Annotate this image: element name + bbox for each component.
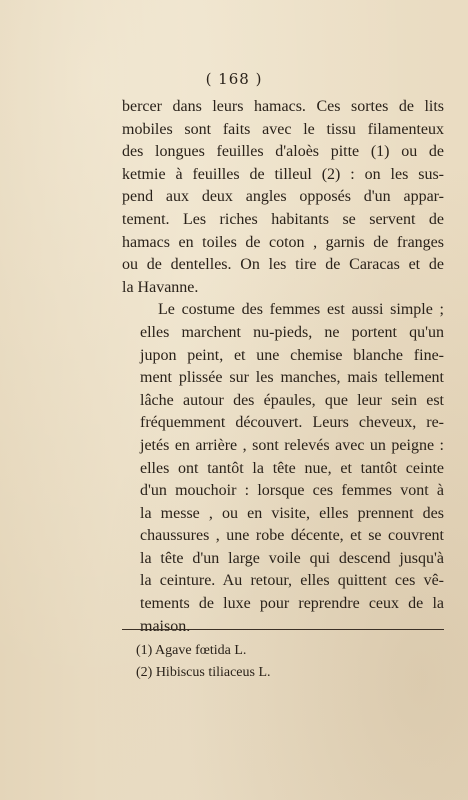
text-line: Le costume des femmes est aussi simple ; — [158, 301, 444, 319]
footnotes — [136, 640, 436, 684]
text-line: tements de luxe pour reprendre ceux de la — [140, 595, 444, 613]
text-line: chaussures , une robe décente, et se couvrent — [140, 527, 444, 545]
text-line: la Havanne. — [122, 278, 199, 296]
page-number: ( 168 ) — [205, 70, 263, 88]
text-line: elles ont tantôt la tête nue, et tantôt ceinte — [140, 459, 444, 477]
text-line: des longues feuilles d'aloès pitte (1) ou de — [122, 143, 444, 161]
text-line: pend aux deux angles opposés d'un appar- — [122, 188, 444, 206]
footnote-1: (1) Agave fœtida L. — [136, 643, 247, 658]
footnote-2: (2) Hibiscus tiliaceus L. — [136, 665, 271, 680]
text-line: hamacs en toiles de coton , garnis de franges — [122, 233, 444, 251]
paragraph-1 — [122, 96, 444, 299]
text-line: lâche autour des épaules, que leur sein est — [140, 391, 444, 409]
text-line: mobiles sont faits avec le tissu filamenteux — [122, 120, 444, 138]
text-line: ment plissée sur les manches, mais tellement — [140, 369, 444, 387]
text-line: la messe , ou en visite, elles prennent des — [140, 504, 444, 522]
text-line: la ceinture. Au retour, elles quittent ces vê- — [140, 572, 444, 590]
text-line: elles marchent nu-pieds, ne portent qu'un — [140, 323, 444, 341]
text-line: bercer dans leurs hamacs. Ces sortes de lits — [122, 98, 444, 115]
text-line: ou de dentelles. On les tire de Caracas et de — [122, 256, 444, 274]
footnote-divider — [122, 629, 444, 630]
text-line: tement. Les riches habitants se servent de — [122, 210, 444, 228]
text-line: maison. — [140, 617, 191, 635]
text-line: fréquemment découvert. Leurs cheveux, re- — [140, 414, 444, 432]
text-line: jetés en arrière , sont relevés avec un peigne : — [140, 436, 444, 454]
text-line: jupon peint, et une chemise blanche fine- — [140, 346, 444, 364]
text-line: ketmie à feuilles de tilleul (2) : on les sus- — [122, 165, 444, 183]
body-text — [122, 96, 444, 638]
text-line: d'un mouchoir : lorsque ces femmes vont à — [140, 482, 444, 500]
paragraph-2 — [122, 299, 444, 638]
text-line: la tête d'un large voile qui descend jusqu'à — [140, 549, 444, 567]
